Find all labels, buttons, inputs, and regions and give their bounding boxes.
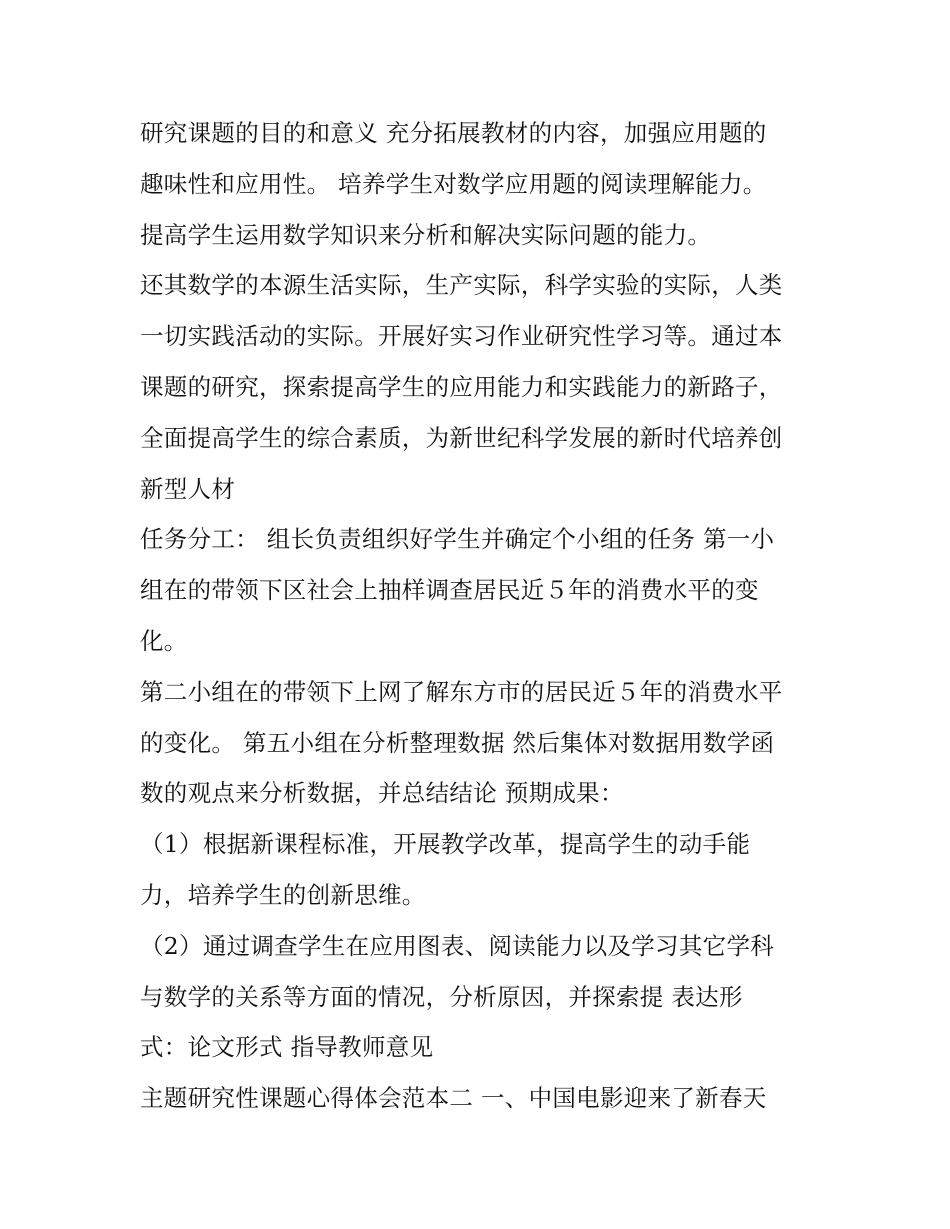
text-line: 还其数学的本源生活实际，生产实际，科学实验的实际，人类 xyxy=(140,271,783,300)
text-line: （2）通过调查学生在应用图表、阅读能力以及学习其它学科 xyxy=(140,931,775,960)
text-line: 的变化。 第五小组在分析整理数据 然后集体对数据用数学函 xyxy=(140,728,775,757)
text-line: 力，培养学生的创新思维。 xyxy=(140,880,426,909)
text-line: 研究课题的目的和意义 充分拓展教材的内容，加强应用题的 xyxy=(140,119,767,147)
text-line: 主题研究性课题心得体会范本二 一、中国电影迎来了新春天 xyxy=(140,1084,767,1113)
text-line: 提高学生运用数学知识来分析和解决实际问题的能力。 xyxy=(140,220,712,249)
text-line: 新型人材 xyxy=(140,474,236,503)
text-line: 趣味性和应用性。 培养学生对数学应用题的阅读理解能力。 xyxy=(140,169,767,198)
text-line: （1）根据新课程标准，开展教学改革，提高学生的动手能 xyxy=(140,830,751,859)
text-line: 式：论文形式 指导教师意见 xyxy=(140,1033,434,1062)
text-line: 全面提高学生的综合素质，为新世纪科学发展的新时代培养创 xyxy=(140,423,783,452)
text-line: 化。 xyxy=(140,626,188,655)
text-line: 与数学的关系等方面的情况，分析原因，并探索提 表达形 xyxy=(140,982,743,1011)
document-body xyxy=(140,108,830,1124)
text-line: 数的观点来分析数据，并总结结论 预期成果： xyxy=(140,779,624,808)
text-line: 一切实践活动的实际。开展好实习作业研究性学习等。通过本 xyxy=(140,322,783,351)
text-line: 课题的研究，探索提高学生的应用能力和实践能力的新路子， xyxy=(140,372,783,401)
text-line: 任务分工： 组长负责组织好学生并确定个小组的任务 第一小 xyxy=(140,525,775,554)
text-line: 第二小组在的带领下上网了解东方市的居民近５年的消费水平 xyxy=(140,677,783,706)
text-line: 组在的带领下区社会上抽样调查居民近５年的消费水平的变 xyxy=(140,576,759,605)
